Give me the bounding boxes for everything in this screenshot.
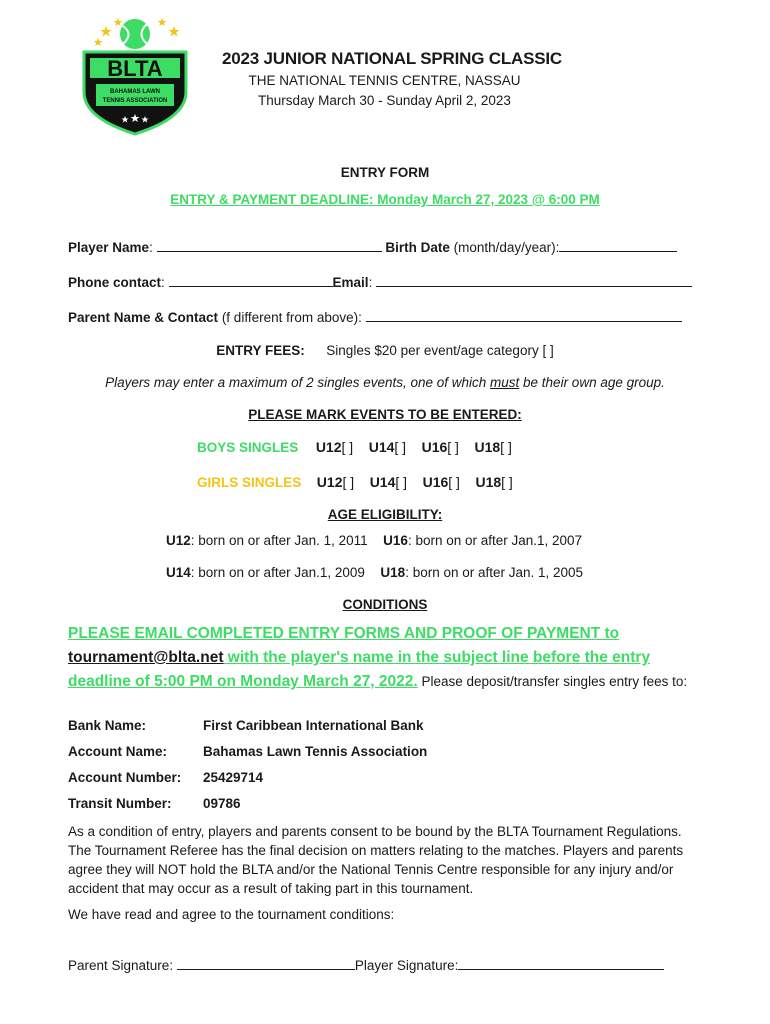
u12-text: : born on or after Jan. 1, 2011	[190, 533, 368, 548]
player-signature-label: Player Signature:	[354, 958, 459, 973]
boys-u14-checkbox[interactable]: [ ]	[394, 439, 407, 455]
u14-code: U14	[166, 565, 191, 580]
mark-events-heading: PLEASE MARK EVENTS TO BE ENTERED:	[248, 407, 522, 422]
email-instructions	[68, 622, 708, 694]
girls-u18-checkbox[interactable]: [ ]	[501, 474, 513, 490]
email-field[interactable]	[376, 276, 692, 287]
girls-u14-label: U14	[369, 474, 396, 490]
birth-date-hint: (month/day/year):	[453, 240, 560, 255]
blta-shield-icon	[70, 8, 200, 138]
signature-row	[68, 958, 664, 973]
logo-text: BLTA	[107, 56, 163, 81]
boys-u12-checkbox[interactable]: [ ]	[341, 439, 354, 455]
parent-hint: (f different from above):	[221, 310, 362, 325]
boys-singles-label: BOYS SINGLES	[197, 440, 299, 455]
email-instructions-1: PLEASE EMAIL COMPLETED ENTRY FORMS AND PROOF OF PAYMENT to	[68, 625, 620, 642]
entry-fees-label: ENTRY FEES:	[216, 343, 305, 358]
girls-u14-checkbox[interactable]: [ ]	[395, 474, 408, 490]
girls-u16-checkbox[interactable]: [ ]	[448, 474, 460, 490]
conditions-heading: CONDITIONS	[342, 597, 428, 612]
note-text-1: Players may enter a maximum of 2 singles events, one of which	[105, 375, 491, 390]
entry-fees-text: Singles $20 per event/age category	[326, 343, 539, 358]
boys-u12-label: U12	[315, 439, 342, 455]
max-events-note	[0, 375, 770, 390]
parent-row	[68, 310, 682, 325]
note-text-2: be their own age group.	[519, 375, 665, 390]
u16-code: U16	[383, 533, 408, 548]
transit-number-value: 09786	[203, 796, 241, 811]
account-number-value: 25429714	[203, 770, 264, 785]
phone-label: Phone contact	[68, 275, 162, 290]
account-name-label: Account Name:	[68, 744, 168, 759]
girls-u16-label: U16	[422, 474, 449, 490]
eligibility-row-1	[166, 533, 582, 548]
player-row: Player Name: Birth Date (month/day/year):	[68, 240, 677, 255]
boys-u16-label: U16	[421, 439, 448, 455]
email-address-link[interactable]: tournament@blta.net	[68, 649, 224, 666]
entry-fees-row	[0, 343, 770, 358]
blta-logo	[70, 8, 200, 138]
boys-u14-label: U14	[368, 439, 395, 455]
player-name-field[interactable]	[157, 241, 382, 252]
deadline-text: ENTRY & PAYMENT DEADLINE: Monday March 27, 2023 @ 6:00 PM	[170, 192, 600, 207]
logo-subtitle-1: BAHAMAS LAWN	[110, 89, 160, 95]
tournament-venue: THE NATIONAL TENNIS CENTRE, NASSAU	[248, 73, 521, 88]
parent-signature-field[interactable]	[177, 959, 355, 970]
u18-text: : born on or after Jan. 1, 2005	[405, 565, 584, 580]
girls-singles-label: GIRLS SINGLES	[197, 475, 302, 490]
u12-code: U12	[166, 533, 191, 548]
entry-fees-checkbox[interactable]: [ ]	[542, 343, 554, 358]
girls-u12-checkbox[interactable]: [ ]	[342, 474, 355, 490]
girls-u12-label: U12	[316, 474, 343, 490]
player-name-label: Player Name	[68, 240, 150, 255]
consent-paragraph: As a condition of entry, players and parents consent to be bound by the BLTA Tournament Regulations. The Tournament Referee has the final decision on matters relating to the matches. Players and parents agree they will NOT hold the BLTA and/or the National Tennis Centre responsible for any injury and/or accident that may occur as a result of taking part in this tournament.	[68, 824, 684, 896]
boys-u18-checkbox[interactable]: [ ]	[500, 439, 512, 455]
u18-code: U18	[380, 565, 406, 580]
phone-field[interactable]	[169, 276, 333, 287]
u16-text: : born on or after Jan.1, 2007	[407, 533, 583, 548]
birth-date-label: Birth Date	[385, 240, 450, 255]
email-instructions-2: with the player's name in the subject line before the entry deadline of 5:00 PM on Monday March 27, 2022.	[68, 649, 651, 690]
phone-row: Phone contact: Email:	[68, 275, 692, 290]
tournament-dates: Thursday March 30 - Sunday April 2, 2023	[258, 93, 511, 108]
boys-u18-label: U18	[474, 439, 501, 455]
email-label: Email	[332, 275, 369, 290]
entry-form-heading: ENTRY FORM	[340, 165, 430, 180]
parent-label: Parent Name & Contact	[68, 310, 219, 325]
girls-u18-label: U18	[475, 474, 502, 490]
tournament-title: 2023 JUNIOR NATIONAL SPRING CLASSIC	[222, 49, 562, 68]
bank-name-label: Bank Name:	[68, 718, 147, 733]
girls-singles-row	[197, 474, 513, 490]
u14-text: : born on or after Jan.1, 2009	[190, 565, 365, 580]
player-signature-field[interactable]	[458, 959, 664, 970]
agree-statement: We have read and agree to the tournament conditions:	[68, 907, 395, 922]
account-name-value: Bahamas Lawn Tennis Association	[203, 744, 428, 759]
parent-signature-label: Parent Signature:	[68, 958, 174, 973]
boys-singles-row	[197, 439, 512, 455]
boys-u16-checkbox[interactable]: [ ]	[447, 439, 459, 455]
eligibility-row-2	[166, 565, 583, 580]
bank-name-value: First Caribbean International Bank	[203, 718, 424, 733]
transit-number-label: Transit Number:	[68, 796, 172, 811]
logo-subtitle-2: TENNIS ASSOCIATION	[102, 98, 168, 104]
account-number-label: Account Number:	[68, 770, 182, 785]
deposit-instructions: Please deposit/transfer singles entry fees to:	[417, 674, 688, 689]
birth-date-field[interactable]	[559, 241, 677, 252]
parent-field[interactable]	[366, 311, 682, 322]
age-eligibility-heading: AGE ELIGIBILITY:	[327, 507, 443, 522]
note-must: must	[490, 375, 520, 390]
tennis-ball-icon	[120, 19, 150, 49]
